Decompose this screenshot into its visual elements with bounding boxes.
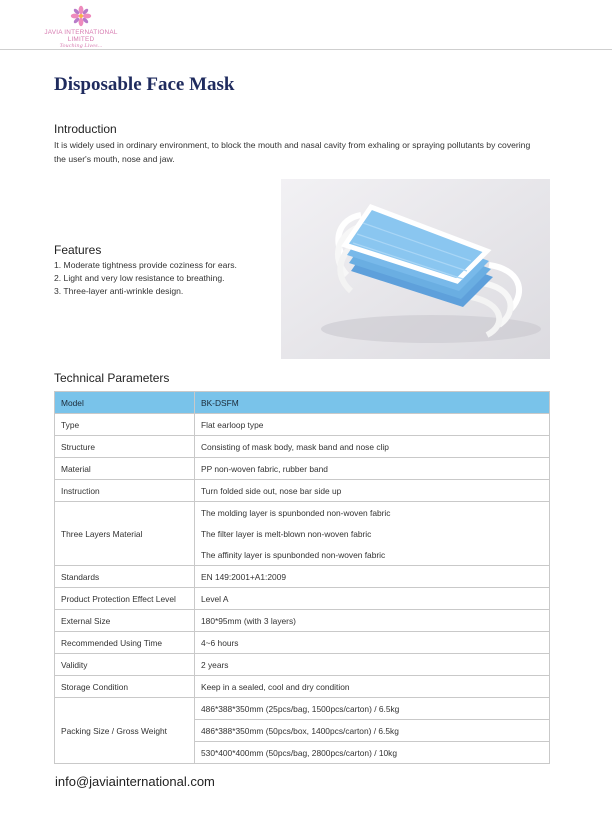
footer-email-link[interactable]: info@javiainternational.com bbox=[55, 774, 215, 789]
table-cell-value: 4~6 hours bbox=[195, 632, 550, 654]
table-row bbox=[55, 610, 550, 632]
technical-parameters-heading: Technical Parameters bbox=[54, 371, 170, 385]
table-row bbox=[55, 502, 550, 524]
features-heading: Features bbox=[54, 243, 102, 257]
feature-item: 3. Three-layer anti-wrinkle design. bbox=[54, 286, 184, 296]
table-cell-label: Product Protection Effect Level bbox=[55, 588, 195, 610]
table-cell-value: 486*388*350mm (25pcs/bag, 1500pcs/carton) / 6.5kg bbox=[195, 698, 550, 720]
table-cell-value: 530*400*400mm (50pcs/bag, 2800pcs/carton) / 10kg bbox=[195, 742, 550, 764]
introduction-heading: Introduction bbox=[54, 122, 117, 136]
company-logo bbox=[40, 4, 122, 48]
logo-flower-icon bbox=[69, 4, 93, 28]
table-cell-value: Level A bbox=[195, 588, 550, 610]
table-row bbox=[55, 436, 550, 458]
table-cell-value: Flat earloop type bbox=[195, 414, 550, 436]
table-cell-value: 486*388*350mm (50pcs/box, 1400pcs/carton) / 6.5kg bbox=[195, 720, 550, 742]
table-row bbox=[55, 698, 550, 720]
table-row bbox=[55, 632, 550, 654]
table-cell-value: The affinity layer is spunbonded non-woven fabric bbox=[195, 544, 550, 566]
table-cell-label: Instruction bbox=[55, 480, 195, 502]
table-cell-label: Standards bbox=[55, 566, 195, 588]
face-mask-product-image bbox=[281, 179, 550, 359]
feature-item: 2. Light and very low resistance to breathing. bbox=[54, 273, 225, 283]
table-row bbox=[55, 414, 550, 436]
table-cell-value: 2 years bbox=[195, 654, 550, 676]
logo-tagline: Touching Lives... bbox=[59, 43, 103, 49]
table-cell-value: Consisting of mask body, mask band and nose clip bbox=[195, 436, 550, 458]
table-row bbox=[55, 676, 550, 698]
table-cell-label: Recommended Using Time bbox=[55, 632, 195, 654]
table-row bbox=[55, 654, 550, 676]
table-cell-label: External Size bbox=[55, 610, 195, 632]
table-row bbox=[55, 458, 550, 480]
table-cell-value: The molding layer is spunbonded non-woven fabric bbox=[195, 502, 550, 524]
feature-item: 1. Moderate tightness provide coziness for ears. bbox=[54, 260, 237, 270]
table-cell-label: Three Layers Material bbox=[55, 502, 195, 566]
table-cell-value: PP non-woven fabric, rubber band bbox=[195, 458, 550, 480]
table-cell-value: EN 149:2001+A1:2009 bbox=[195, 566, 550, 588]
table-cell-value: Keep in a sealed, cool and dry condition bbox=[195, 676, 550, 698]
table-cell-value: BK-DSFM bbox=[195, 392, 550, 414]
table-row bbox=[55, 566, 550, 588]
page-title: Disposable Face Mask bbox=[54, 74, 235, 95]
table-cell-value: Turn folded side out, nose bar side up bbox=[195, 480, 550, 502]
technical-parameters-table bbox=[54, 391, 550, 764]
features-list bbox=[54, 259, 237, 298]
table-cell-label: Model bbox=[55, 392, 195, 414]
table-cell-label: Validity bbox=[55, 654, 195, 676]
table-row bbox=[55, 588, 550, 610]
table-cell-value: The filter layer is melt-blown non-woven fabric bbox=[195, 523, 550, 544]
introduction-text: It is widely used in ordinary environment, to block the mouth and nasal cavity from exhaling or spraying pollutants by covering the user's mouth, nose and jaw. bbox=[54, 140, 531, 164]
table-cell-label: Structure bbox=[55, 436, 195, 458]
table-cell-label: Type bbox=[55, 414, 195, 436]
table-row bbox=[55, 480, 550, 502]
header-divider bbox=[0, 49, 612, 50]
logo-company-name: JAVIA INTERNATIONAL LIMITED bbox=[44, 29, 118, 43]
table-cell-label: Storage Condition bbox=[55, 676, 195, 698]
mask-stack-illustration bbox=[281, 179, 550, 359]
table-cell-value: 180*95mm (with 3 layers) bbox=[195, 610, 550, 632]
table-header-row bbox=[55, 392, 550, 414]
table-cell-label: Packing Size / Gross Weight bbox=[55, 698, 195, 764]
table-cell-label: Material bbox=[55, 458, 195, 480]
